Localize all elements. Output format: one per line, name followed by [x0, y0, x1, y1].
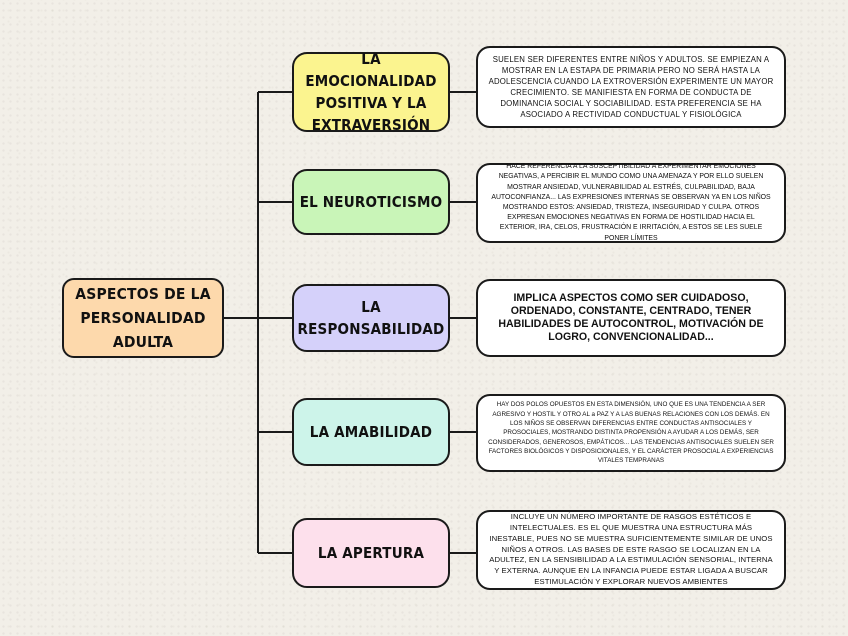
central-topic-node[interactable] — [62, 278, 224, 358]
description-text: HAY DOS POLOS OPUESTOS EN ESTA DIMENSIÓN, UNO QUE ES UNA TENDENCIA A SER AGRESIVO Y HOSTIL Y OTRO AL a PAZ Y A LAS BUENAS RELACIONES CON LOS DEMÁS. EN LOS NIÑOS SE OBSERVAN DIFERENCIAS ENTRE CONDUCTAS ANTISOCIALES Y PROSOCIALES, MOSTRANDO DISTINTA PROPENSIÓN A AYUDAR A LOS DEMÁS, SER CONSIDERADOS, GENEROSOS, EMPÁTICOS... LAS TENDENCIAS ANTISOCIALES SUELEN SER FACTORES BIOLÓGICOS Y DISPOSICIONALES, Y EL CARÁCTER PROSOCIAL A EXPERIENCIAS VITALES TEMPRANAS — [488, 401, 774, 465]
topic-label: LA EMOCIONALIDAD POSITIVA Y LA EXTRAVERSIÓN — [305, 50, 437, 134]
description-node-extraversion[interactable] — [476, 46, 786, 128]
description-text: INCLUYE UN NÚMERO IMPORTANTE DE RASGOS ESTÉTICOS E INTELECTUALES. ES EL QUE MUESTRA UNA ESTRUCTURA MÁS INESTABLE, PUES NO SE MUESTRA SUFICIENTEMENTE SIMILAR DE UNOS NIÑOS A OTROS. LAS BASES DE ESTE RASGO SE LOCALIZAN EN LA ADULTEZ, EN LA SENSIBILIDAD A LA ESTIMULACIÓN SENSORIAL, INTERNA Y EXTERNA. AUNQUE EN LA INFANCIA PUEDE ESTAR LIGADA A BUSCAR ESTIMULACIÓN Y EXPLORAR NUEVOS AMBIENTES — [489, 512, 773, 586]
topic-label: LA APERTURA — [317, 544, 425, 562]
topic-label: LA RESPONSABILIDAD — [297, 298, 445, 338]
description-node-agreeableness[interactable] — [476, 394, 786, 472]
description-node-responsibility[interactable] — [476, 279, 786, 357]
topic-label: EL NEUROTICISMO — [299, 193, 443, 211]
topic-label: LA AMABILIDAD — [309, 423, 433, 441]
topic-node-openness[interactable] — [292, 518, 450, 588]
description-node-neuroticism[interactable] — [476, 163, 786, 243]
description-node-openness[interactable] — [476, 510, 786, 590]
description-text: IMPLICA ASPECTOS COMO SER CUIDADOSO, ORDENADO, CONSTANTE, CENTRADO, TENER HABILIDADES DE AUTOCONTROL, MOTIVACIÓN DE LOGRO, CONVENCIONALIDAD... — [498, 291, 764, 344]
topic-node-extraversion[interactable] — [292, 52, 450, 132]
topic-node-agreeableness[interactable] — [292, 398, 450, 466]
topic-node-responsibility[interactable] — [292, 284, 450, 352]
topic-node-neuroticism[interactable] — [292, 169, 450, 235]
central-topic-label: ASPECTOS DE LA PERSONALIDAD ADULTA — [75, 285, 211, 351]
description-text: SUELEN SER DIFERENTES ENTRE NIÑOS Y ADULTOS. SE EMPIEZAN A MOSTRAR EN LA ESTAPA DE PRIMARIA PERO NO SERÁ HASTA LA ADOLESCENCIA CUANDO LA EXTROVERSIÓN EXPERIMENTE UN MAYOR CRECIMIENTO. SE MANIFIESTA EN FORMA DE CONDUCTA DE DOMINANCIA SOCIAL Y SOCIABILIDAD. ESTA PREFERENCIA SE HA ASOCIADO A RECTIVIDAD CONDUCTUAL Y FISIOLÓGICA — [488, 55, 774, 119]
description-text: HACE REFERENCIA A LA SUSCEPTIBILIDAD A EXPERIMENTAR EMOCIONES NEGATIVAS, A PERCIBIR EL MUNDO COMO UNA AMENAZA Y POR ELLO SUELEN MOSTRAR ANSIEDAD, VULNERABILIDAD AL ESTRÉS, CULPABILIDAD, BAJA AUTOCONFIANZA... LAS EXPRESIONES INTERNAS SE OBSERVAN YA EN LOS NIÑOS MOSTRANDO ESTOS: ANSIEDAD, TRISTEZA, INSEGURIDAD Y CULPA. OTROS EXPRESAN EMOCIONES NEGATIVAS EN FORMA DE HOSTILIDAD HACIA EL EXTERIOR, IRA, CELOS, FRUSTRACIÓN E IRRITACIÓN, A ESTOS SE LES SUELE PONER LÍMITES — [491, 163, 771, 242]
